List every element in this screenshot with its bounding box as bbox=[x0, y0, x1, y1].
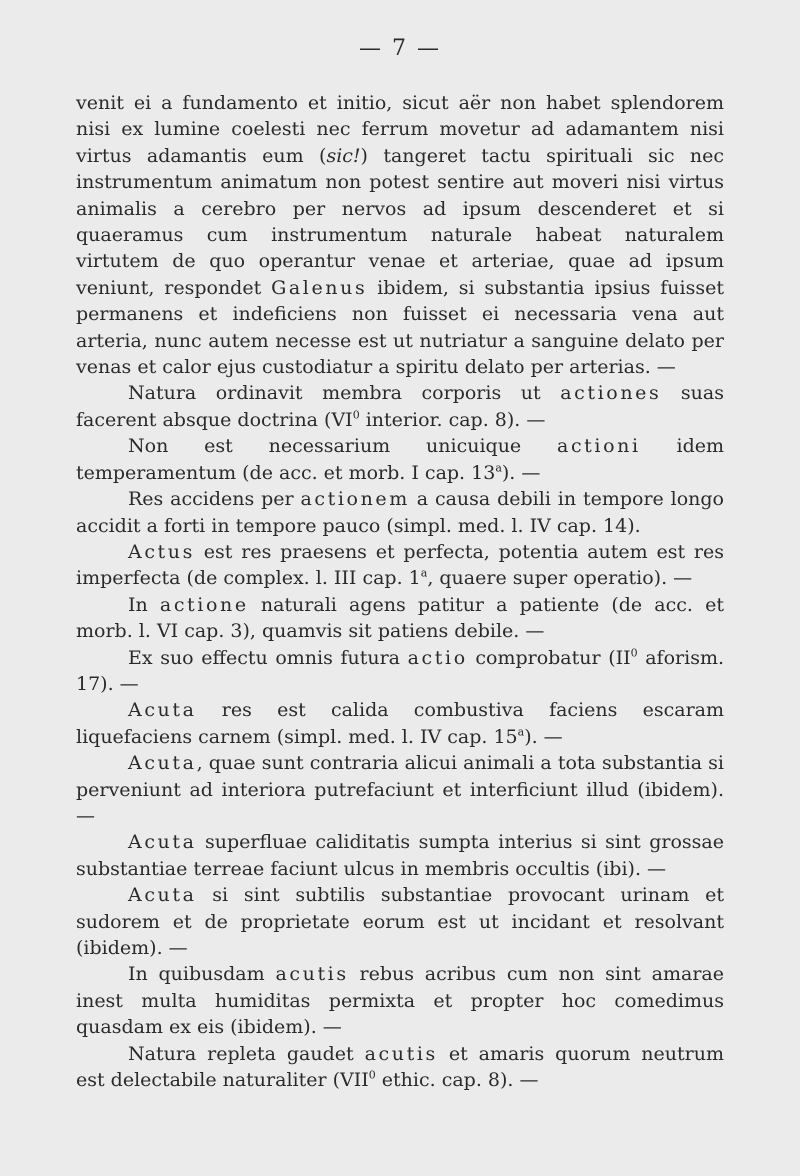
text-run: Natura repleta gaudet bbox=[128, 1042, 365, 1065]
paragraph bbox=[76, 539, 724, 592]
superscript: a bbox=[517, 725, 525, 739]
spaced-term: Galenus bbox=[271, 276, 368, 299]
paragraph bbox=[76, 882, 724, 961]
text-run: venit ei a fundamento et initio, sicut aër non habet splendorem nisi ex lumine coelesti nec ferrum movetur ad adamantem nisi virtus adamantis eum ( bbox=[76, 92, 724, 167]
paragraph bbox=[76, 90, 724, 380]
paragraph bbox=[76, 961, 724, 1040]
italic-text: sic! bbox=[326, 144, 361, 167]
text-run: a causa debili in tempore longo accidit a forti in tempore pauco (simpl. med. l. IV cap. 14). bbox=[76, 488, 724, 537]
text-run: , quaere super operatio). — bbox=[427, 567, 693, 590]
paragraph bbox=[76, 592, 724, 645]
paragraph bbox=[76, 380, 724, 433]
spaced-term: acutis bbox=[275, 963, 349, 986]
text-run: interior. cap. 8). — bbox=[359, 408, 546, 431]
text-run: rebus acribus cum non sint amarae inest multa humiditas permixta et propter hoc comedimus quasdam ex eis (ibidem). — bbox=[76, 963, 724, 1039]
text-run: aforism. 17). — bbox=[76, 646, 724, 695]
superscript: 0 bbox=[630, 646, 638, 660]
text-run: ibidem, si substantia ipsius fuisset permanens et indeficiens non fuisset ei necessaria vena aut arteria, nunc autem necesse est ut nutriatur a sanguine delato per venas et calor ejus custodiatur a spiritu delato per arterias. — bbox=[76, 276, 724, 379]
text-run: comprobatur (II bbox=[467, 646, 631, 669]
paragraph bbox=[76, 829, 724, 882]
text-run: , quae sunt contraria alicui animali a tota substantia si perveniunt ad interiora putrefaciunt et interficiunt illud (ibidem). — bbox=[76, 752, 724, 827]
spaced-term: acutis bbox=[364, 1042, 438, 1065]
text-run: Natura ordinavit membra corporis ut bbox=[128, 382, 561, 405]
superscript: 0 bbox=[368, 1068, 376, 1082]
paragraph bbox=[76, 433, 724, 486]
spaced-term: Acuta bbox=[128, 831, 197, 854]
text-run: superfluae caliditatis sumpta interius si sint grossae substantiae terreae faciunt ulcus in membris occultis (ibi). — bbox=[76, 831, 724, 880]
spaced-term: Acuta bbox=[128, 884, 197, 907]
text-run: Res accidens per bbox=[128, 488, 301, 511]
paragraph bbox=[76, 486, 724, 539]
text-run: In bbox=[128, 593, 160, 616]
text-run: res est calida combustiva faciens escaram liquefaciens carnem (simpl. med. l. IV cap. 15 bbox=[76, 699, 724, 748]
superscript: a bbox=[495, 461, 502, 475]
text-run: ). — bbox=[524, 725, 563, 748]
superscript: 0 bbox=[352, 408, 360, 422]
superscript: a bbox=[420, 566, 428, 580]
text-run: Non est necessarium unicuique bbox=[128, 435, 558, 458]
spaced-term: Acuta bbox=[128, 752, 197, 775]
paragraph bbox=[76, 1041, 724, 1094]
spaced-term: Acuta bbox=[128, 699, 197, 722]
paragraph bbox=[76, 750, 724, 829]
spaced-term: actione bbox=[159, 593, 249, 616]
text-run: ethic. cap. 8). — bbox=[375, 1069, 539, 1092]
spaced-term: actio bbox=[407, 646, 468, 669]
spaced-term: actiones bbox=[560, 382, 662, 405]
paragraph bbox=[76, 645, 724, 698]
spaced-term: Actus bbox=[128, 540, 195, 563]
text-run: suas facerent absque doctrina (VI bbox=[76, 382, 725, 431]
body-text bbox=[76, 90, 724, 1093]
text-run: Ex suo effectu omnis futura bbox=[128, 646, 408, 669]
text-run: In quibusdam bbox=[128, 963, 276, 986]
text-run: si sint subtilis substantiae provocant urinam et sudorem et de proprietate eorum est ut incidant et resolvant (ibidem). — bbox=[76, 884, 724, 959]
paragraph bbox=[76, 697, 724, 750]
page-number: — 7 — bbox=[359, 36, 441, 61]
text-run: est res praesens et perfecta, potentia autem est res imperfecta (de complex. l. III cap. 1 bbox=[76, 540, 724, 590]
text-run: naturali agens patitur a patiente (de acc. et morb. l. VI cap. 3), quamvis sit patiens debile. — bbox=[76, 593, 724, 643]
text-run: et amaris quorum neutrum est delectabile naturaliter (VII bbox=[76, 1042, 724, 1092]
text-run: ) tangeret tactu spirituali sic nec instrumentum animatum non potest sentire aut moveri nisi virtus animalis a cerebro per nervos ad ipsum descenderet et si quaeramus cum instrumentum naturale habeat naturalem virtutem de quo operantur venae et arteriae, quae ad ipsum veniunt, respondet bbox=[76, 144, 725, 299]
spaced-term: actionem bbox=[300, 488, 410, 511]
text-run: idem temperamentum (de acc. et morb. I cap. 13 bbox=[76, 435, 724, 484]
text-run: ). — bbox=[501, 461, 541, 484]
spaced-term: actioni bbox=[557, 435, 641, 458]
